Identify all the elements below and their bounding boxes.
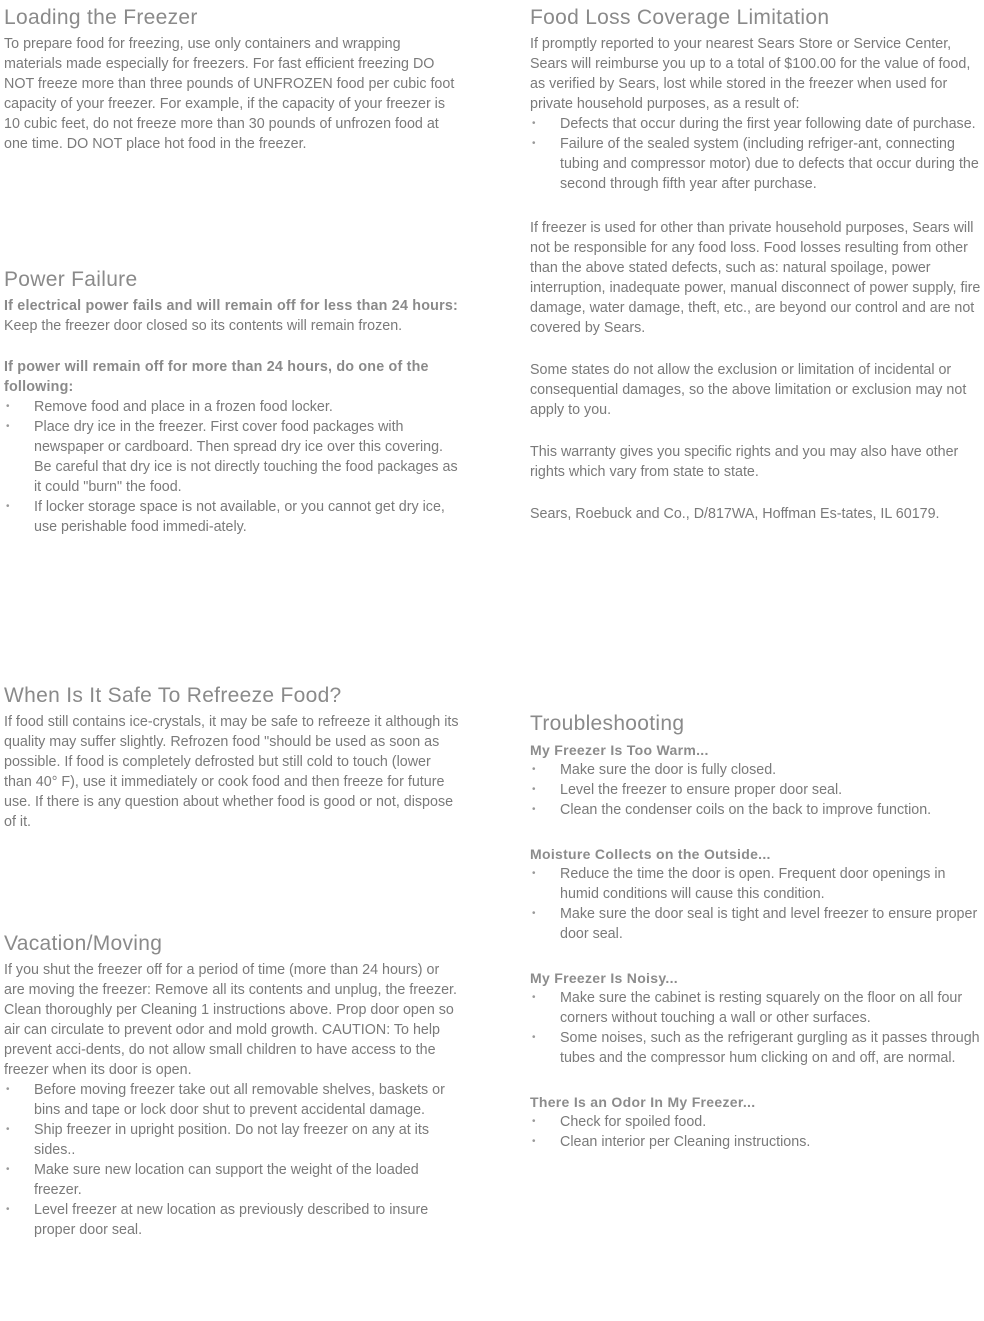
bullet-icon: • xyxy=(532,118,536,129)
section-title: Vacation/Moving xyxy=(4,932,163,955)
list-item-text: Failure of the sealed system (including refriger-ant, connecting tubing and compressor motor) due to defects that occur during the second through fifth year after purchase. xyxy=(560,136,979,192)
spacer xyxy=(530,1068,982,1092)
list-item xyxy=(530,760,982,780)
list-item xyxy=(4,1200,460,1240)
list-item-text: Clean the condenser coils on the back to improve function. xyxy=(560,802,932,818)
section-loading xyxy=(4,6,460,154)
list-item-text: Remove food and place in a frozen food locker. xyxy=(34,399,333,415)
list-item xyxy=(4,397,460,417)
section-title: Troubleshooting xyxy=(530,712,685,735)
spacer xyxy=(530,338,982,360)
bullet-icon: • xyxy=(6,1164,10,1175)
list-item-text: Level freezer at new location as previously described to insure proper door seal. xyxy=(34,1202,429,1238)
bullet-icon: • xyxy=(6,421,10,432)
coverage-para-3: Some states do not allow the exclusion or limitation of incidental or consequential damages, so the above limitation or exclusion may not apply to you. xyxy=(530,362,967,418)
list-item-text: Clean interior per Cleaning instructions. xyxy=(560,1134,811,1150)
trouble-heading-noisy: My Freezer Is Noisy... xyxy=(530,970,678,986)
bullet-icon: • xyxy=(6,1204,10,1215)
list-item-text: Ship freezer in upright position. Do not lay freezer on any at its sides.. xyxy=(34,1122,429,1158)
bullet-icon: • xyxy=(532,1136,536,1147)
section-food-loss-coverage xyxy=(530,6,982,524)
coverage-para-5: Sears, Roebuck and Co., D/817WA, Hoffman Es-tates, IL 60179. xyxy=(530,506,940,522)
list-item-text: Before moving freezer take out all removable shelves, baskets or bins and tape or lock door shut to prevent accidental damage. xyxy=(34,1082,445,1118)
list-item xyxy=(4,497,460,537)
list-item xyxy=(530,988,982,1028)
bullet-icon: • xyxy=(532,764,536,775)
list-item xyxy=(530,1132,982,1152)
list-item xyxy=(530,904,982,944)
list-item-text: Check for spoiled food. xyxy=(560,1114,707,1130)
trouble-heading-moisture: Moisture Collects on the Outside... xyxy=(530,846,771,862)
trouble-heading-too-warm: My Freezer Is Too Warm... xyxy=(530,742,709,758)
list-item-text: Make sure the door is fully closed. xyxy=(560,762,777,778)
power-text-1: Keep the freezer door closed so its contents will remain frozen. xyxy=(4,318,403,334)
trouble-heading-odor: There Is an Odor In My Freezer... xyxy=(530,1094,756,1110)
section-title: Food Loss Coverage Limitation xyxy=(530,6,830,29)
power-lead-2: If power will remain off for more than 24 hours, do one of the following: xyxy=(4,359,429,395)
list-item-text: Defects that occur during the first year following date of purchase. xyxy=(560,116,976,132)
spacer xyxy=(530,194,982,218)
list-item-text: Make sure new location can support the weight of the loaded freezer. xyxy=(34,1162,419,1198)
section-body: If promptly reported to your nearest Sears Store or Service Center, Sears will reimburse you up to a total of $100.00 for the value of food, as verified by Sears, lost while stored in the freezer when used for private household purposes, as a result of: xyxy=(530,36,971,112)
spacer xyxy=(530,820,982,844)
list-item-text: Place dry ice in the freezer. First cover food packages with newspaper or cardboard. Then spread dry ice over this covering. Be careful that dry ice is not directly touching the food packages as it could "burn" the food. xyxy=(34,419,458,495)
bullet-icon: • xyxy=(532,868,536,879)
list-item xyxy=(530,134,982,194)
section-power-failure xyxy=(4,268,460,537)
bullet-icon: • xyxy=(6,1124,10,1135)
power-bullet-list xyxy=(4,397,460,537)
section-body: If food still contains ice-crystals, it may be safe to refreeze it although its quality may suffer slightly. Refrozen food "should be used as soon as possible. If food is completely defrosted but still cold to touch (lower than 40° F), use it immediately or cook food and then freeze for future use. If there is any question about whether food is good or not, dispose of it. xyxy=(4,714,459,830)
spacer xyxy=(530,420,982,442)
list-item-text: Level the freezer to ensure proper door seal. xyxy=(560,782,843,798)
spacer xyxy=(530,944,982,968)
list-item xyxy=(530,800,982,820)
list-item xyxy=(530,780,982,800)
list-item xyxy=(530,114,982,134)
bullet-icon: • xyxy=(6,401,10,412)
bullet-icon: • xyxy=(532,138,536,149)
trouble-list-moisture xyxy=(530,864,982,944)
power-lead-1: If electrical power fails and will remain off for less than 24 hours: xyxy=(4,298,458,314)
list-item-text: Make sure the cabinet is resting squarely on the floor on all four corners without touching a wall or other surfaces. xyxy=(560,990,963,1026)
bullet-icon: • xyxy=(6,501,10,512)
trouble-list-odor xyxy=(530,1112,982,1152)
list-item xyxy=(4,1160,460,1200)
bullet-icon: • xyxy=(6,1084,10,1095)
list-item xyxy=(4,1080,460,1120)
spacer xyxy=(4,336,460,357)
section-refreeze xyxy=(4,684,460,832)
list-item xyxy=(4,1120,460,1160)
section-title: When Is It Safe To Refreeze Food? xyxy=(4,684,342,707)
bullet-icon: • xyxy=(532,1032,536,1043)
section-title: Loading the Freezer xyxy=(4,6,198,29)
coverage-para-4: This warranty gives you specific rights and you may also have other rights which vary from state to state. xyxy=(530,444,959,480)
trouble-list-too-warm xyxy=(530,760,982,820)
bullet-icon: • xyxy=(532,1116,536,1127)
list-item xyxy=(530,1112,982,1132)
list-item-text: Some noises, such as the refrigerant gurgling as it passes through tubes and the compressor hum clicking on and off, are normal. xyxy=(560,1030,980,1066)
list-item-text: Reduce the time the door is open. Frequent door openings in humid conditions will cause this condition. xyxy=(560,866,946,902)
list-item xyxy=(530,1028,982,1068)
bullet-icon: • xyxy=(532,908,536,919)
section-title: Power Failure xyxy=(4,268,138,291)
spacer xyxy=(530,482,982,504)
bullet-icon: • xyxy=(532,804,536,815)
list-item xyxy=(530,864,982,904)
trouble-list-noisy xyxy=(530,988,982,1068)
list-item xyxy=(4,417,460,497)
coverage-bullet-list xyxy=(530,114,982,194)
vacation-bullet-list xyxy=(4,1080,460,1240)
bullet-icon: • xyxy=(532,992,536,1003)
list-item-text: Make sure the door seal is tight and level freezer to ensure proper door seal. xyxy=(560,906,978,942)
bullet-icon: • xyxy=(532,784,536,795)
coverage-para-2: If freezer is used for other than private household purposes, Sears will not be responsible for any food loss. Food losses resulting from other than the above stated defects, such as: natural spoilage, power interruption, inadequate power, manual disconnect of power supply, fire damage, water damage, theft, etc., are beyond our control and are not covered by Sears. xyxy=(530,220,981,336)
section-vacation-moving xyxy=(4,932,460,1240)
section-body: To prepare food for freezing, use only containers and wrapping materials made especially for freezers. For fast efficient freezing DO NOT freeze more than three pounds of UNFROZEN food per cubic foot capacity of your freezer. For example, if the capacity of your freezer is 10 cubic feet, do not freeze more than 30 pounds of unfrozen food at one time. DO NOT place hot food in the freezer. xyxy=(4,36,455,152)
section-body: If you shut the freezer off for a period of time (more than 24 hours) or are moving the freezer: Remove all its contents and unplug, the freezer. Clean thoroughly per Cleaning 1 instructions above. Prop door open so air can circulate to prevent odor and mold growth. CAUTION: To help prevent acci-dents, do not allow small children to have access to the freezer when its door is open. xyxy=(4,962,457,1078)
power-para-1 xyxy=(4,296,460,336)
list-item-text: If locker storage space is not available, or you cannot get dry ice, use perishable food immedi-ately. xyxy=(34,499,445,535)
section-troubleshooting xyxy=(530,712,982,1152)
